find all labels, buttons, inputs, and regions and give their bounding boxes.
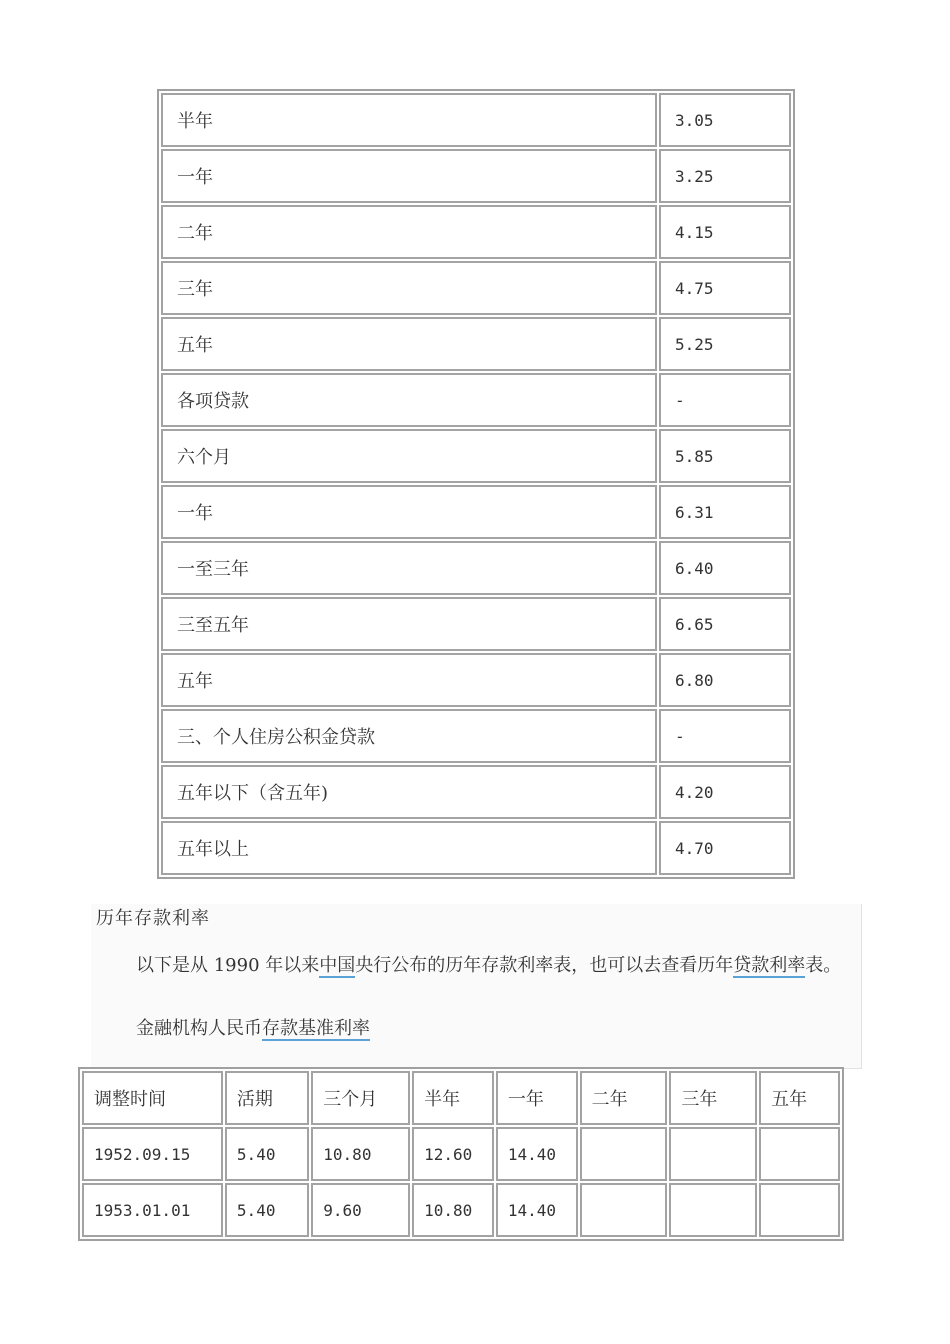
interest-rate-table-body	[161, 93, 791, 875]
history-column-header: 一年	[496, 1071, 578, 1125]
rate-value-cell: 5.85	[659, 429, 791, 483]
article-subtitle	[136, 1014, 370, 1040]
history-cell: 5.40	[225, 1183, 309, 1237]
rate-row	[161, 653, 791, 707]
rate-row	[161, 709, 791, 763]
rate-item-cell: 半年	[161, 93, 657, 147]
history-header-row	[82, 1071, 840, 1125]
article-section	[91, 904, 862, 1069]
rate-row	[161, 429, 791, 483]
history-row	[82, 1183, 840, 1237]
rate-value-cell: 6.31	[659, 485, 791, 539]
deposit-benchmark-rate-link[interactable]: 存款基准利率	[262, 1018, 370, 1039]
history-column-header: 活期	[225, 1071, 309, 1125]
rate-row	[161, 93, 791, 147]
rate-item-cell: 各项贷款	[161, 373, 657, 427]
rate-value-cell: 4.20	[659, 765, 791, 819]
rate-item-cell: 五年以下（含五年)	[161, 765, 657, 819]
historical-deposit-rate-table	[78, 1067, 844, 1241]
rate-item-cell: 一年	[161, 149, 657, 203]
rate-value-cell: -	[659, 373, 791, 427]
rate-row	[161, 485, 791, 539]
history-row	[82, 1127, 840, 1181]
history-column-header: 五年	[759, 1071, 840, 1125]
rate-item-cell: 六个月	[161, 429, 657, 483]
history-cell: 1953.01.01	[82, 1183, 223, 1237]
rate-value-cell: 4.75	[659, 261, 791, 315]
rate-item-cell: 一至三年	[161, 541, 657, 595]
rate-value-cell: 6.65	[659, 597, 791, 651]
rate-item-cell: 五年	[161, 653, 657, 707]
intro-text: 表。	[805, 955, 842, 976]
rate-row	[161, 261, 791, 315]
rate-row	[161, 765, 791, 819]
rate-value-cell: 6.40	[659, 541, 791, 595]
history-cell: 10.80	[311, 1127, 410, 1181]
history-table-head	[82, 1071, 840, 1125]
subtitle-text: 金融机构人民币	[136, 1018, 262, 1039]
interest-rate-table	[157, 89, 795, 879]
history-cell	[759, 1127, 840, 1181]
history-cell	[669, 1183, 757, 1237]
intro-text: 以下是从 1990 年以来	[136, 955, 320, 976]
history-table-body	[82, 1127, 840, 1237]
history-cell	[580, 1127, 668, 1181]
history-column-header: 三个月	[311, 1071, 410, 1125]
rate-row	[161, 597, 791, 651]
history-cell: 14.40	[496, 1127, 578, 1181]
rate-row	[161, 205, 791, 259]
rate-item-cell: 三、个人住房公积金贷款	[161, 709, 657, 763]
rate-value-cell: 4.15	[659, 205, 791, 259]
history-cell: 9.60	[311, 1183, 410, 1237]
rate-value-cell: 5.25	[659, 317, 791, 371]
history-column-header: 调整时间	[82, 1071, 223, 1125]
rate-row	[161, 149, 791, 203]
history-cell: 5.40	[225, 1127, 309, 1181]
rate-value-cell: 6.80	[659, 653, 791, 707]
history-cell: 1952.09.15	[82, 1127, 223, 1181]
rate-value-cell: 3.25	[659, 149, 791, 203]
rate-row	[161, 373, 791, 427]
history-cell	[580, 1183, 668, 1237]
rate-item-cell: 一年	[161, 485, 657, 539]
rate-row	[161, 541, 791, 595]
history-cell: 12.60	[412, 1127, 494, 1181]
history-cell	[669, 1127, 757, 1181]
history-cell: 10.80	[412, 1183, 494, 1237]
china-link[interactable]: 中国	[319, 955, 356, 976]
rate-value-cell: -	[659, 709, 791, 763]
rate-row	[161, 317, 791, 371]
history-cell: 14.40	[496, 1183, 578, 1237]
rate-item-cell: 三至五年	[161, 597, 657, 651]
rate-value-cell: 4.70	[659, 821, 791, 875]
history-column-header: 半年	[412, 1071, 494, 1125]
intro-text: 央行公布的历年存款利率表，也可以去查看历年	[355, 955, 734, 976]
rate-value-cell: 3.05	[659, 93, 791, 147]
rate-item-cell: 五年以上	[161, 821, 657, 875]
rate-item-cell: 五年	[161, 317, 657, 371]
rate-item-cell: 三年	[161, 261, 657, 315]
rate-row	[161, 821, 791, 875]
loan-rate-link[interactable]: 贷款利率	[733, 955, 806, 976]
history-column-header: 三年	[669, 1071, 757, 1125]
article-title: 历年存款利率	[96, 908, 210, 929]
history-column-header: 二年	[580, 1071, 668, 1125]
rate-item-cell: 二年	[161, 205, 657, 259]
history-cell	[759, 1183, 840, 1237]
article-intro	[96, 952, 861, 980]
